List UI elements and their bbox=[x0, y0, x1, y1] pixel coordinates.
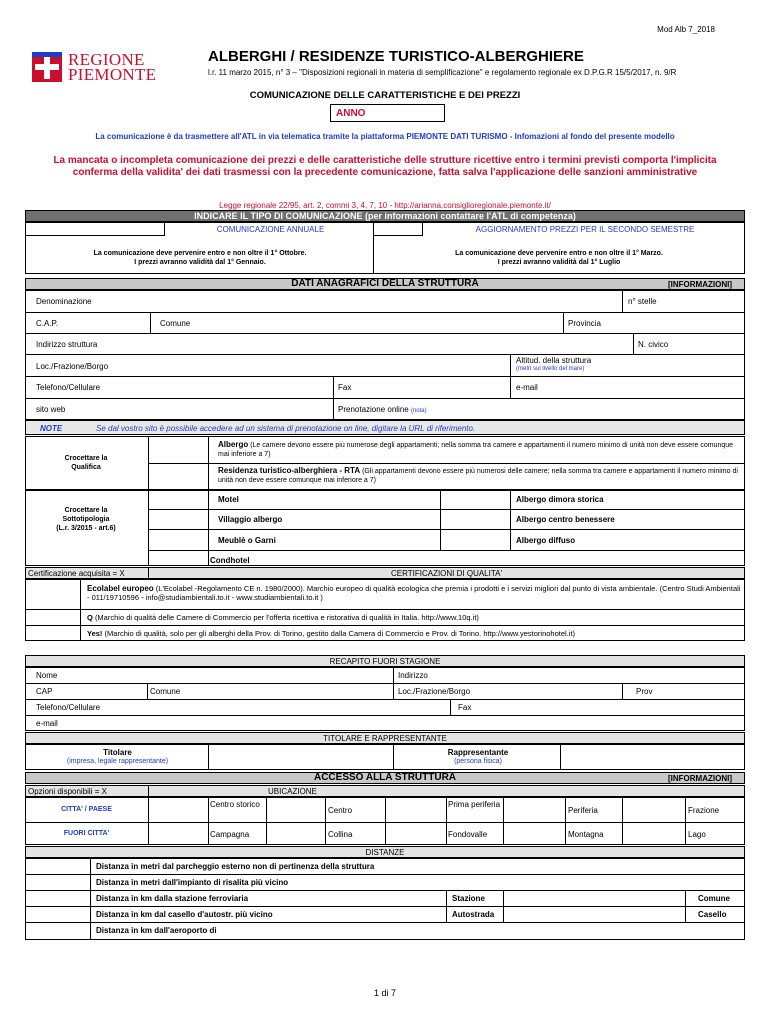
aggiornamento-checkbox[interactable] bbox=[373, 222, 423, 236]
note-label: NOTE bbox=[40, 424, 63, 433]
q-option bbox=[87, 613, 742, 622]
aggiornamento-label: AGGIORNAMENTO PREZZI PER IL SECONDO SEMESTRE bbox=[475, 225, 695, 234]
periferia-checkbox[interactable] bbox=[504, 798, 565, 822]
meuble-checkbox[interactable] bbox=[148, 530, 209, 550]
ecolabel-checkbox[interactable] bbox=[25, 579, 81, 610]
frazione-label: Frazione bbox=[688, 806, 720, 815]
annuale-checkbox[interactable] bbox=[25, 222, 165, 236]
annuale-note-2: I prezzi avranno validità dal 1° Gennaio. bbox=[134, 259, 266, 266]
comune-label: Comune bbox=[160, 319, 191, 328]
rta-option bbox=[218, 466, 741, 485]
anno-label: ANNO bbox=[336, 108, 366, 119]
dimora-checkbox[interactable] bbox=[440, 490, 511, 510]
prenotazione-label bbox=[338, 405, 427, 414]
distanze-title: DISTANZE bbox=[365, 848, 405, 857]
regione-piemonte-logo bbox=[32, 52, 172, 84]
distanza-stazione-input[interactable] bbox=[26, 891, 90, 906]
recapito-comune-label: Comune bbox=[150, 687, 181, 696]
frazione-checkbox[interactable] bbox=[623, 798, 685, 822]
villaggio-label: Villaggio albergo bbox=[218, 515, 283, 524]
centro-storico-checkbox[interactable] bbox=[149, 798, 208, 822]
distanza-aeroporto-input[interactable] bbox=[26, 923, 90, 939]
ecolabel-option bbox=[87, 584, 742, 602]
ubicazione-header bbox=[25, 785, 745, 797]
rta-checkbox[interactable] bbox=[148, 464, 209, 490]
distanza-aeroporto-label: Distanza in km dall'aeroporto di bbox=[96, 926, 217, 935]
recapito-title: RECAPITO FUORI STAGIONE bbox=[329, 657, 441, 666]
logo-line-1: REGIONE bbox=[68, 50, 145, 69]
sottotipologia-label-3: (L.r. 3/2015 - art.6) bbox=[56, 525, 116, 532]
ubicazione-label: UBICAZIONE bbox=[268, 787, 317, 796]
recapito-fax-label: Fax bbox=[458, 703, 472, 712]
diffuso-checkbox[interactable] bbox=[440, 530, 511, 550]
altitud-label: Altitud. della struttura bbox=[516, 356, 592, 365]
yes-option bbox=[87, 629, 742, 638]
sottotipologia-label-1: Crocettare la bbox=[64, 507, 108, 514]
distanza-risalita-label: Distanza in metri dall'impianto di risalita più vicino bbox=[96, 878, 289, 887]
titolare-label: Titolare bbox=[103, 748, 132, 757]
centro-label: Centro bbox=[328, 806, 353, 815]
stazione-comune-label: Comune bbox=[698, 894, 730, 903]
collina-label: Collina bbox=[328, 830, 353, 839]
indirizzo-label: Indirizzo struttura bbox=[36, 340, 98, 349]
motel-checkbox[interactable] bbox=[148, 490, 209, 510]
distanza-casello-label: Distanza in km dal casello d'autostr. più vicino bbox=[96, 910, 273, 919]
rta-desc: (Gli appartamenti devono essere più numerosi delle camere; nella somma tra camere e appartamenti il numero minimo di unità non deve essere comunque mai inferiore a 7) bbox=[218, 468, 738, 484]
anagrafici-title: DATI ANAGRAFICI DELLA STRUTTURA bbox=[291, 278, 479, 289]
cert-left-label: Certificazione acquisita = X bbox=[28, 569, 125, 578]
rappresentante-note: (persona fisica) bbox=[454, 758, 502, 765]
recapito-loc-label: Loc./Frazione/Borgo bbox=[398, 687, 471, 696]
titolare-input[interactable] bbox=[209, 745, 393, 769]
q-checkbox[interactable] bbox=[25, 610, 81, 625]
distanza-casello-input[interactable] bbox=[26, 907, 90, 922]
loc-label: Loc./Frazione/Borgo bbox=[36, 362, 109, 371]
yes-title: Yes! bbox=[87, 629, 103, 638]
prima-periferia-checkbox[interactable] bbox=[386, 798, 446, 822]
recapito-nome-label: Nome bbox=[36, 671, 58, 680]
albergo-option bbox=[218, 440, 741, 459]
accesso-bar bbox=[25, 772, 745, 784]
recapito-telefono-label: Telefono/Cellulare bbox=[36, 703, 101, 712]
dimora-label: Albergo dimora storica bbox=[516, 495, 604, 504]
citta-paese-label: CITTA' / PAESE bbox=[61, 806, 112, 813]
qualifica-label-2: Qualifica bbox=[71, 464, 101, 471]
condhotel-checkbox[interactable] bbox=[148, 550, 209, 566]
autostrada-label: Autostrada bbox=[452, 910, 495, 919]
provincia-label: Provincia bbox=[568, 319, 601, 328]
sottotipologia-label-2: Sottotipologia bbox=[62, 516, 110, 523]
qualifica-label-1: Crocettare la bbox=[64, 455, 108, 462]
prenotazione-text: Prenotazione online bbox=[338, 405, 409, 414]
q-desc: (Marchio di qualità delle Camere di Commercio per l'offerta ricettiva e ristorativa di qualità in Italia. http://www.10q.it) bbox=[94, 613, 479, 622]
casello-label: Casello bbox=[698, 910, 727, 919]
opzioni-label: Opzioni disponibili = X bbox=[28, 787, 107, 796]
fax-label: Fax bbox=[338, 383, 352, 392]
stazione-label: Stazione bbox=[452, 894, 485, 903]
motel-label: Motel bbox=[218, 495, 239, 504]
fuori-citta-label: FUORI CITTA' bbox=[63, 830, 110, 837]
anagrafici-bar bbox=[25, 278, 745, 290]
recapito-email-label: e-mail bbox=[36, 719, 58, 728]
titolare-title: TITOLARE E RAPPRESENTANTE bbox=[323, 734, 447, 743]
form-reference: Mod Alb 7_2018 bbox=[657, 25, 715, 34]
page-subtitle: l.r. 11 marzo 2015, n° 3 – "Disposizioni regionali in materia di semplificazione" e regolamento regionale ex D.P.G.R 15/5/2017, n. 9/R bbox=[208, 68, 677, 77]
recapito-indirizzo-label: Indirizzo bbox=[398, 671, 428, 680]
email-label: e-mail bbox=[516, 383, 538, 392]
stelle-label: n° stelle bbox=[628, 297, 657, 306]
ecolabel-title: Ecolabel europeo bbox=[87, 584, 154, 593]
albergo-title: Albergo bbox=[218, 440, 249, 449]
civico-label: N. civico bbox=[638, 340, 669, 349]
benessere-label: Albergo centro benessere bbox=[516, 515, 615, 524]
tipo-bar: INDICARE IL TIPO DI COMUNICAZIONE (per informazioni contattare l'ATL di competenza) bbox=[25, 210, 745, 222]
recapito-cap-label: CAP bbox=[36, 687, 53, 696]
notice-transmission: La comunicazione è da trasmettere all'ATL in via telematica tramite la piattaforma PIEMONTE DATI TURISMO - Infomazioni al fondo del presente modello bbox=[95, 132, 675, 141]
albergo-checkbox[interactable] bbox=[148, 436, 209, 464]
campagna-label: Campagna bbox=[210, 830, 250, 839]
recapito-prov-label: Prov bbox=[636, 687, 653, 696]
lago-label: Lago bbox=[688, 830, 706, 839]
logo-line-2: PIEMONTE bbox=[68, 65, 157, 84]
distanza-parcheggio-label: Distanza in metri dal parcheggio esterno non di pertinenza della struttura bbox=[96, 862, 375, 871]
annuale-label: COMUNICAZIONE ANNUALE bbox=[216, 225, 325, 234]
fondovalle-label: Fondovalle bbox=[448, 830, 488, 839]
periferia-label: Periferia bbox=[568, 806, 598, 815]
centro-checkbox[interactable] bbox=[267, 798, 325, 822]
campagna-checkbox[interactable] bbox=[149, 823, 208, 845]
anagrafici-info-link[interactable]: [INFORMAZIONI] bbox=[668, 280, 732, 289]
page-number: 1 di 7 bbox=[373, 988, 397, 998]
page-title: ALBERGHI / RESIDENZE TURISTICO-ALBERGHIERE bbox=[208, 48, 584, 65]
lago-checkbox[interactable] bbox=[623, 823, 685, 845]
montagna-label: Montagna bbox=[568, 830, 604, 839]
cap-label: C.A.P. bbox=[36, 319, 59, 328]
distanza-stazione-label: Distanza in km dalla stazione ferroviaria bbox=[96, 894, 249, 903]
sito-label: sito web bbox=[36, 405, 66, 414]
anagrafici-grid bbox=[25, 290, 745, 420]
benessere-checkbox[interactable] bbox=[440, 510, 511, 530]
rappresentante-label: Rappresentante bbox=[447, 748, 509, 757]
telefono-label: Telefono/Cellulare bbox=[36, 383, 101, 392]
notice-sanctions: La mancata o incompleta comunicazione dei prezzi e delle caratteristiche delle strutture ricettive entro i termini previsti comporta l'implicita conferma della validita' dei dati trasmessi con la precedente comunicazione, fatta salva l'applicazione delle sanzioni amministrative bbox=[53, 155, 717, 178]
centro-storico-label: Centro storico bbox=[210, 800, 260, 809]
prima-periferia-label: Prima periferia bbox=[448, 800, 501, 809]
aggiornamento-note-2: I prezzi avranno validità dal 1° Luglio bbox=[497, 259, 621, 266]
comm-heading: COMUNICAZIONE DELLE CARATTERISTICHE E DEI PREZZI bbox=[249, 90, 521, 101]
condhotel-label: Condhotel bbox=[210, 556, 250, 565]
diffuso-label: Albergo diffuso bbox=[516, 536, 576, 545]
accesso-info-link[interactable]: [INFORMAZIONI] bbox=[668, 774, 732, 783]
yes-desc: (Marchio di qualità, solo per gli alberghi della Prov. di Torino, gestito dalla Camera di Commercio e Prov. di Torino. http://www.yestorinohotel.it) bbox=[104, 629, 576, 638]
q-title: Q bbox=[87, 613, 93, 622]
piemonte-flag-icon bbox=[32, 52, 62, 82]
anno-field[interactable] bbox=[330, 104, 445, 122]
distanza-risalita-input[interactable] bbox=[26, 875, 90, 890]
albergo-desc: (Le camere devono essere più numerose degli appartamenti; nella somma tra camere e appartamenti il numero minimo di unità non deve essere comunque mai inferiore a 7) bbox=[218, 442, 734, 458]
denominazione-label: Denominazione bbox=[36, 297, 92, 306]
rta-title: Residenza turistico-alberghiera - RTA bbox=[218, 466, 361, 475]
fondovalle-checkbox[interactable] bbox=[386, 823, 446, 845]
note-text: Se dal vostro sito è possibile accedere ad un sistema di prenotazione on line, digitare la URL di riferimento. bbox=[96, 424, 476, 433]
cert-title: CERTIFICAZIONI DI QUALITA' bbox=[390, 569, 503, 578]
titolare-note: (impresa, legale rappresentante) bbox=[66, 758, 169, 765]
villaggio-checkbox[interactable] bbox=[148, 510, 209, 530]
meuble-label: Meublè o Garni bbox=[218, 536, 276, 545]
yes-checkbox[interactable] bbox=[25, 626, 81, 641]
ecolabel-desc: (L'Ecolabel -Regolamento CE n. 1980/2000). Marchio europeo di qualità ecologica che premia i prodotti e i servizi migliori dal punto di vista ambientale. (Centro Studi Ambientali - 011/19710596 - info@studiambientali.to.it - www.studiambientali.to.it ) bbox=[87, 584, 741, 602]
aggiornamento-note-1: La comunicazione deve pervenire entro e non oltre il 1° Marzo. bbox=[455, 250, 663, 257]
accesso-title: ACCESSO ALLA STRUTTURA bbox=[313, 772, 457, 783]
logo-text bbox=[68, 52, 156, 82]
distanza-parcheggio-input[interactable] bbox=[26, 859, 90, 874]
prenotazione-note-link[interactable]: (nota) bbox=[410, 408, 427, 414]
rappresentante-input[interactable] bbox=[561, 745, 744, 769]
law-reference[interactable]: Legge regionale 22/95, art. 2, commi 3, 4, 7, 10 - http://arianna.consiglioregionale.piemonte.it/ bbox=[219, 201, 551, 210]
montagna-checkbox[interactable] bbox=[504, 823, 565, 845]
annuale-note-1: La comunicazione deve pervenire entro e non oltre il 1° Ottobre. bbox=[93, 250, 307, 257]
altitud-note: (metri sul livello del mare) bbox=[516, 366, 585, 372]
collina-checkbox[interactable] bbox=[267, 823, 325, 845]
